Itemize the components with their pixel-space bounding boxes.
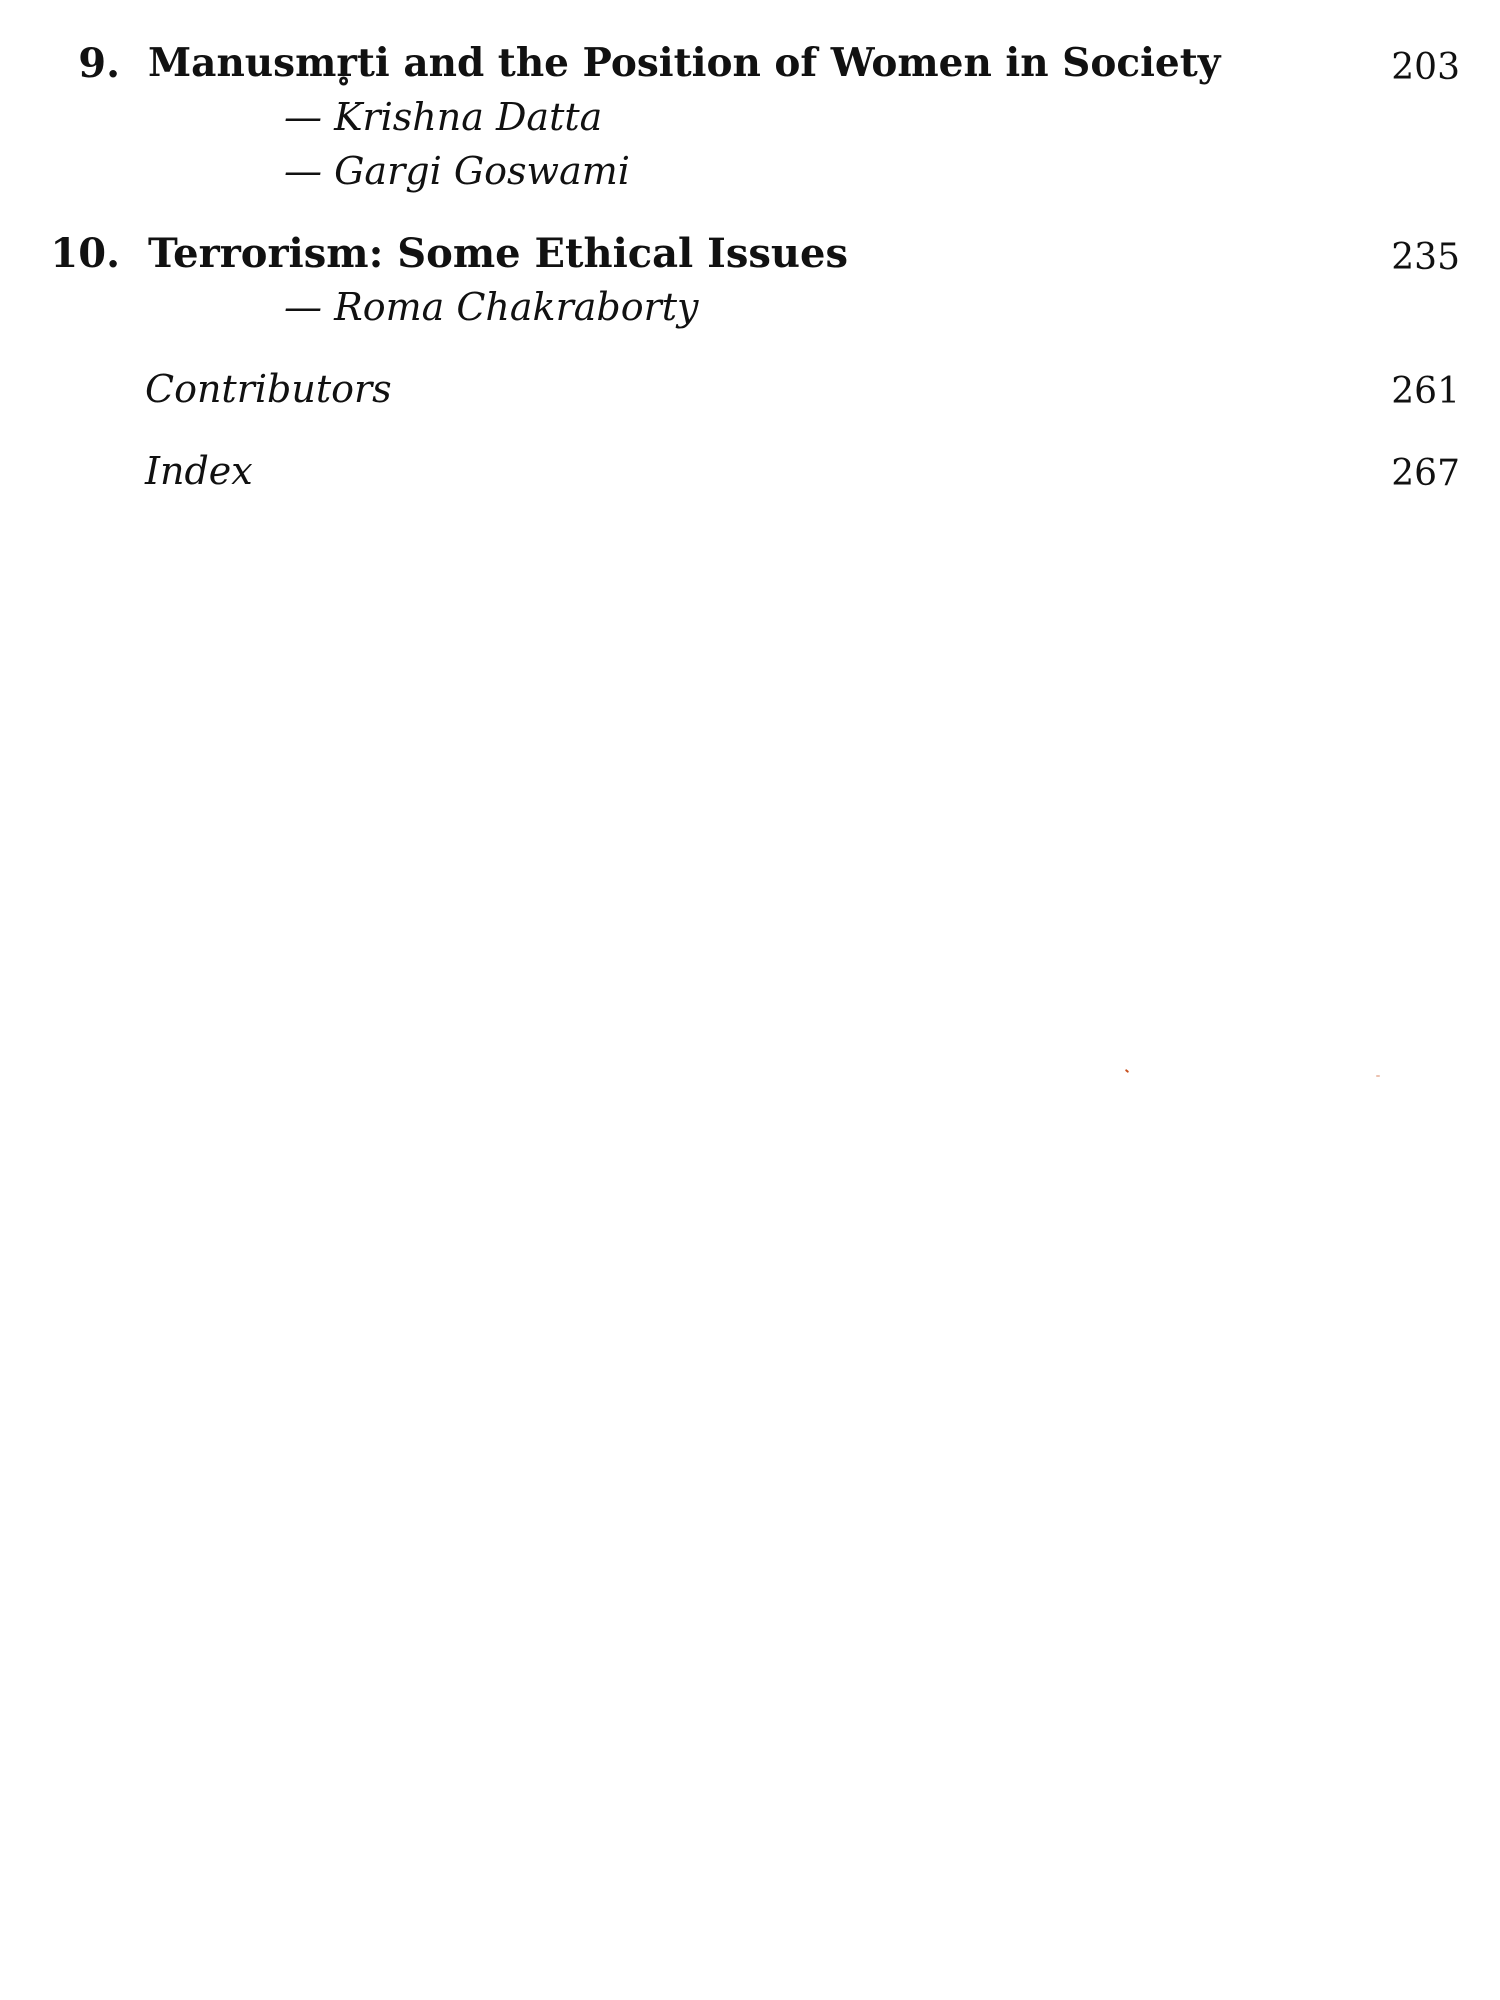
back-matter-label: Contributors: [145, 367, 392, 411]
scan-speck: [1125, 1069, 1129, 1073]
scan-speck: [1376, 1075, 1380, 1077]
chapter-author: — Gargi Goswami: [284, 149, 630, 193]
back-matter-label: Index: [145, 449, 253, 493]
chapter-author: — Krishna Datta: [284, 95, 603, 139]
page-number: 261: [1391, 371, 1460, 412]
chapter-title: Terrorism: Some Ethical Issues: [148, 230, 848, 277]
page-number: 235: [1391, 237, 1460, 278]
page-number: 267: [1391, 453, 1460, 494]
chapter-number: 9.: [78, 40, 120, 87]
chapter-author: — Roma Chakraborty: [284, 285, 699, 329]
chapter-title: Manusmr̥ti and the Position of Women in Society: [148, 40, 1221, 86]
page-number: 203: [1391, 47, 1460, 88]
chapter-number: 10.: [50, 230, 120, 277]
